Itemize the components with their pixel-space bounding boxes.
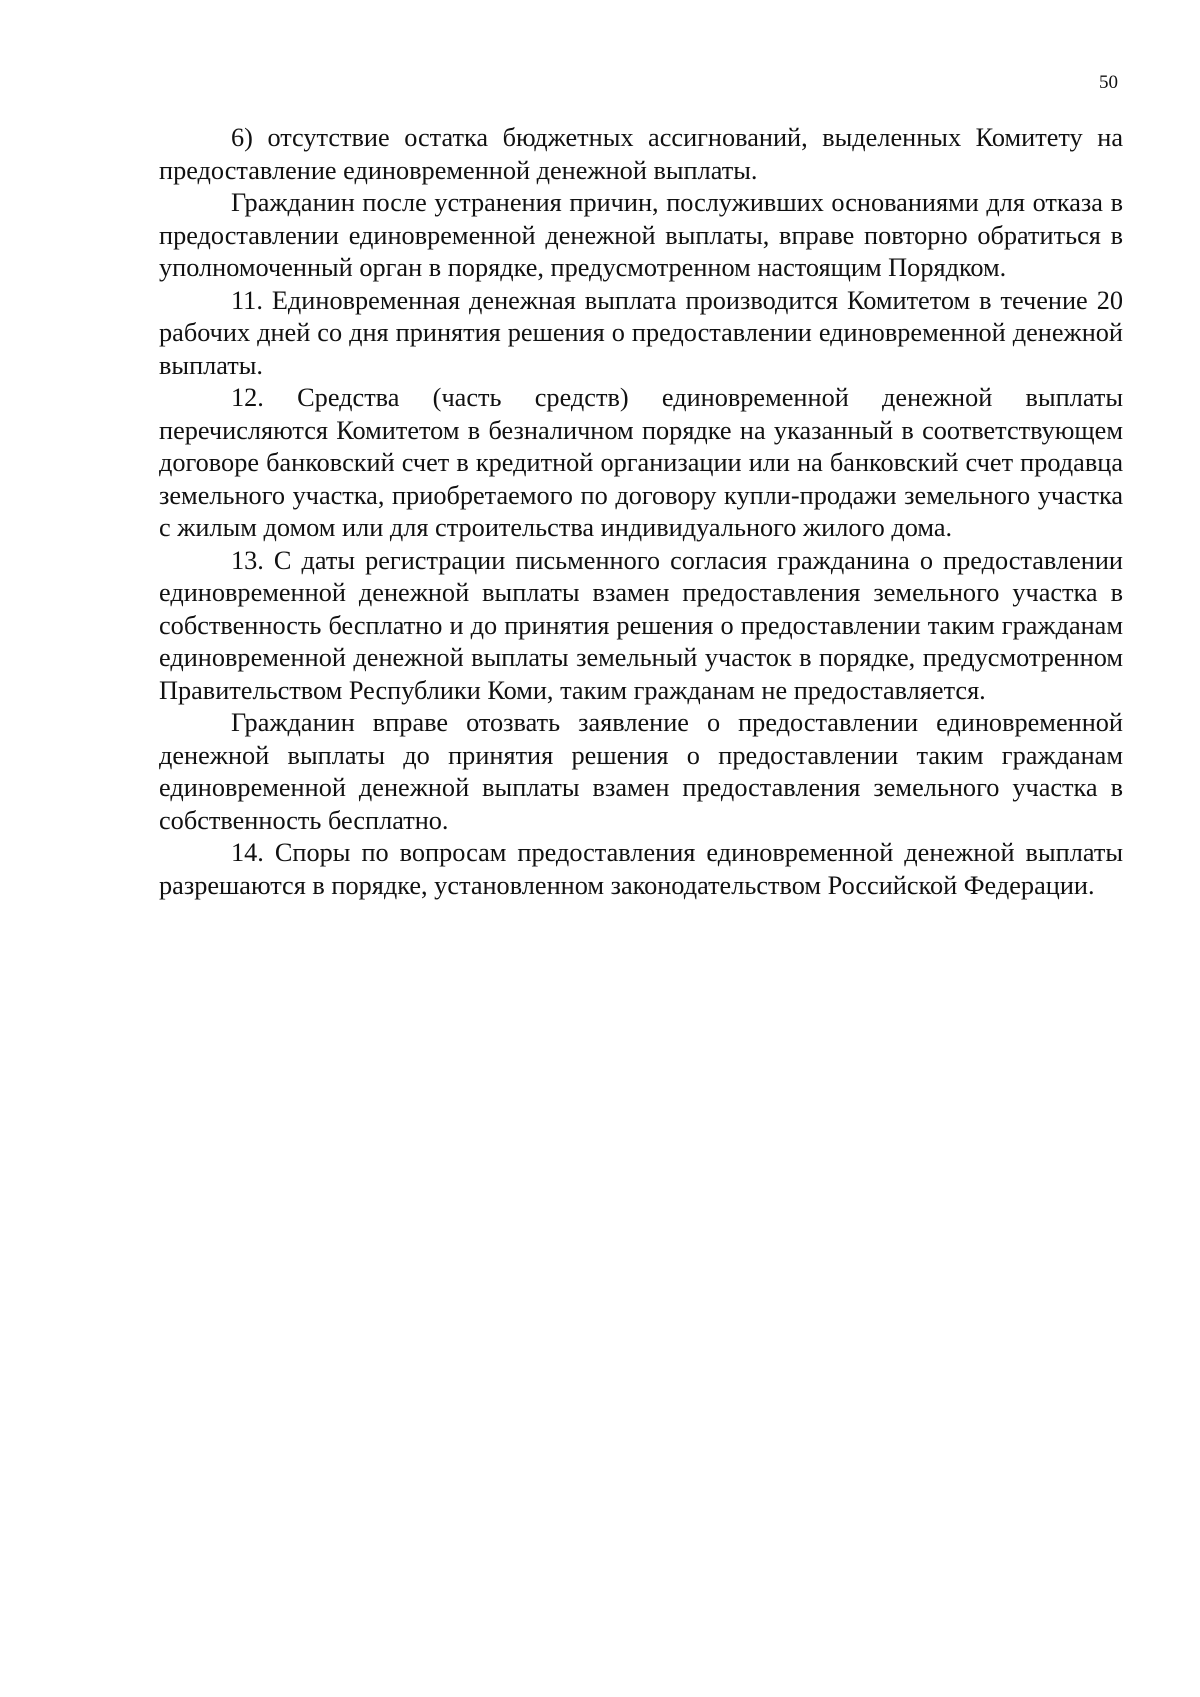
paragraph-13: 13. С даты регистрации письменного согласия гражданина о предоставлении единовременной денежной выплаты взамен предоставления земельного участка в собственность бесплатно и до принятия решения о предоставлении таким гражданам единовременной денежной выплаты земельный участок в порядке, предусмотренном Правительством Республики Коми, таким гражданам не предоставляется.	[159, 545, 1123, 705]
page-number: 50	[1099, 72, 1118, 93]
paragraph-11: 11. Единовременная денежная выплата производится Комитетом в течение 20 рабочих дней со дня принятия решения о предоставлении единовременной денежной выплаты.	[159, 285, 1123, 380]
paragraph-reapply: Гражданин после устранения причин, послуживших основаниями для отказа в предоставлении единовременной денежной выплаты, вправе повторно обратиться в уполномоченный орган в порядке, предусмотренном настоящим Порядком.	[159, 188, 1123, 282]
paragraph-14: 14. Споры по вопросам предоставления единовременной денежной выплаты разрешаются в порядке, установленном законодательством Российской Федерации.	[159, 838, 1123, 900]
paragraph-withdraw: Гражданин вправе отозвать заявление о предоставлении единовременной денежной выплаты до принятия решения о предоставлении таким гражданам единовременной денежной выплаты взамен предоставления земельного участка в собственность бесплатно.	[159, 708, 1123, 835]
document-body	[159, 122, 1123, 902]
paragraph-12: 12. Средства (часть средств) единовременной денежной выплаты перечисляются Комитетом в безналичном порядке на указанный в соответствующем договоре банковский счет в кредитной организации или на банковский счет продавца земельного участка, приобретаемого по договору купли-продажи земельного участка с жилым домом или для строительства индивидуального жилого дома.	[159, 383, 1123, 542]
paragraph-item-6: 6) отсутствие остатка бюджетных ассигнований, выделенных Комитету на предоставление единовременной денежной выплаты.	[159, 123, 1123, 185]
